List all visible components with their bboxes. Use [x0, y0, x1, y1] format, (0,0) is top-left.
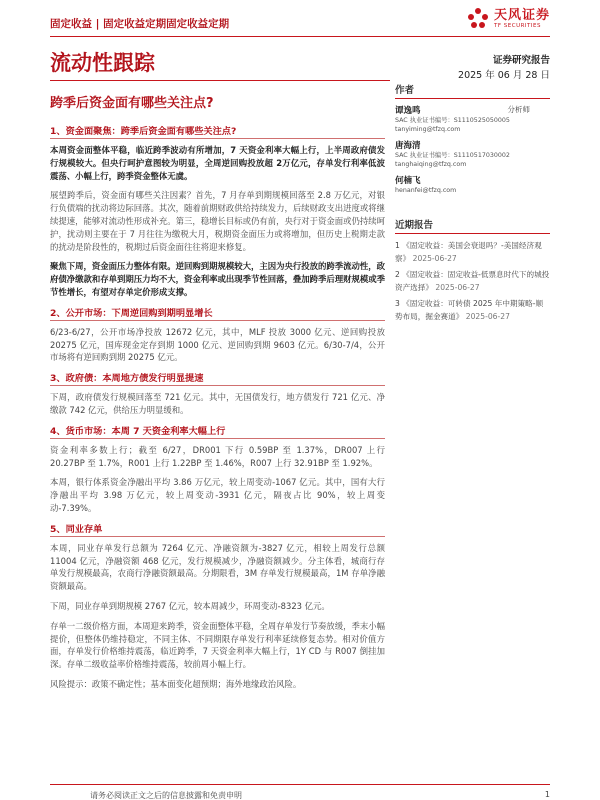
author-email[interactable]: tanghaiqing@tfzq.com [395, 161, 467, 168]
section-paragraph: 下周，同业存单到期规模 2767 亿元，较本周减少，环周变动-8323 亿元。 [50, 600, 330, 611]
author-email[interactable]: tanyiming@tfzq.com [395, 126, 461, 133]
related-report[interactable] [395, 239, 550, 265]
related-report-date: 2025-06-27 [465, 312, 510, 321]
section-paragraph: 风险提示：政策不确定性；基本面变化超预期；海外地缘政治风险。 [50, 678, 302, 689]
sidebar [395, 82, 550, 326]
section-heading: 2、公开市场：下周逆回购到期明显增长 [50, 306, 385, 321]
top-bar [50, 7, 550, 34]
author-card [395, 174, 550, 195]
related-report-title: 1 《固定收益：美国会衰退吗？-美国经济观察》 [395, 241, 542, 263]
header-divider [50, 36, 550, 37]
footer-divider [50, 784, 550, 785]
section-paragraph: 本周，银行体系资金净融出平均 3.86 万亿元，较上周变动-1067 亿元。其中，国有大行净融出平均 3.98 万亿元，较上周变动-3931 亿元，隔夜占比 90%，较上周变动-7.39%。 [50, 477, 385, 513]
section-paragraph: 6/23-6/27，公开市场净投放 12672 亿元，其中，MLF 投放 3000 亿元、逆回购投放 20275 亿元，国库现金定存到期 1000 亿元、逆回购到期 9603 亿元。6/30-7/4，公开市场将有逆回购到期 20275 亿元。 [50, 326, 385, 363]
report-subtitle: 跨季后资金面有哪些关注点? [50, 96, 214, 111]
related-report-title: 3 《固定收益：可转债 2025 年中期策略-顺势布局，掘金赛道》 [395, 299, 544, 321]
logo-name-en: TF SECURITIES [493, 22, 541, 29]
authors-heading: 作者 [395, 82, 550, 99]
logo-name: 天风证券 [493, 7, 550, 23]
report-type: 证券研究报告 [492, 55, 550, 66]
related-report[interactable] [395, 297, 550, 323]
logo [467, 8, 550, 30]
footer-disclaimer: 请务必阅读正文之后的信息披露和免责申明 [90, 791, 242, 800]
breadcrumb: 固定收益 | 固定收益定期固定收益定期 [50, 18, 230, 30]
author-role: 分析师 [507, 105, 530, 114]
author-list [395, 104, 550, 195]
section-paragraph: 本周资金面整体平稳，临近跨季波动有所增加，7 天资金利率大幅上行，上半周政府债发行规模较大。但央行呵护意图较为明显，全周逆回购投放超 2万亿元，存单发行利率低波震荡、小幅上行，跨季资金整体无虞。 [50, 145, 385, 181]
related-report-date: 2025-06-27 [435, 283, 480, 292]
main-content [50, 124, 385, 698]
author-card [395, 104, 550, 134]
author-card [395, 139, 550, 169]
section-paragraph: 聚焦下周，资金面压力整体有限。逆回购到期规模较大，主因为央行投放的跨季流动性，政府债净缴款和存单到期压力均不大，资金利率或出现季节性回落，叠加跨季后理财规模或季节性增长，有望对存单定价形成支撑。 [50, 261, 385, 297]
author-name: 何楠飞 [395, 176, 421, 186]
author-license: SAC 执业证书编号：S1110517030002 [395, 152, 510, 159]
page-number: 1 [544, 790, 550, 799]
author-name: 谭逸鸣 [395, 106, 421, 116]
related-report[interactable] [395, 268, 550, 294]
page-title: 流动性跟踪 [50, 51, 155, 75]
report-date: 2025 年 06 月 28 日 [458, 70, 550, 81]
section-heading: 5、同业存单 [50, 522, 385, 537]
related-report-date: 2025-06-27 [412, 254, 457, 263]
section-heading: 1、资金面聚焦：跨季后资金面有哪些关注点? [50, 124, 385, 139]
author-license: SAC 执业证书编号：S1110525050005 [395, 117, 510, 124]
title-divider [50, 80, 390, 81]
author-name: 唐海清 [395, 141, 421, 151]
section-paragraph: 存单一二级价格方面，本周迎来跨季，资金面整体平稳，全周存单发行节奏放缓，季末小幅提价，但整体仍维持稳定，不同主体、不同期限存单发行利率延续修复态势。相对价值方面，存单发行价格维持震荡，临近跨季，7 天资金利率大幅上行，1Y CD 与 R007 倒挂加深。存单二级收益率价格维持震荡，较前周小幅上行。 [50, 620, 385, 670]
section-paragraph: 下周，政府债发行规模回落至 721 亿元。其中，无国债发行，地方债发行 721 亿元、净缴款 742 亿元，供给压力明显缓和。 [50, 392, 385, 415]
section-heading: 3、政府债：本周地方债发行明显提速 [50, 371, 385, 386]
related-list [395, 239, 550, 323]
section-paragraph: 资金利率多数上行；截至 6/27，DR001 下行 0.59BP 至 1.37%，DR007 上行 20.27BP 至 1.7%，R001 上行 1.22BP 至 1.46%，R007 上行 32.91BP 至 1.92%。 [50, 444, 385, 468]
section-paragraph: 展望跨季后，资金面有哪些关注因素？首先，7 月存单到期规模回落至 2.8 万亿元，对银行负债端的扰动将边际回落。其次，随着前期财政供给持续发力，后续财政支出进度或将继续提速，能够对流动性形成补充。第三，稳增长目标或仍有前，央行对于资金面或仍持续呵护，扰动则主要在于 7 月往往为缴税大月，税期资金面压力或将增加，但历史上税期走款的扰动是阶段性的，税期过后资金面往往将迎来修复。 [50, 190, 385, 252]
author-email[interactable]: henanfei@tfzq.com [395, 187, 457, 194]
logo-mark-icon [467, 8, 489, 30]
section-heading: 4、货币市场：本周 7 天资金利率大幅上行 [50, 424, 385, 439]
section-paragraph: 本周，同业存单发行总额为 7264 亿元、净融资额为-3827 亿元，相较上周发行总额 11004 亿元，净融资额 468 亿元，发行规模减少，净融资额减少。分主体看，城商行存单发行规模最高，农商行净融资额最高。分期限看，3M 存单发行规模最高，1M 存单净融资额最高。 [50, 542, 385, 592]
related-report-title: 2 《固定收益：固定收益-低票息时代下的城投资产选择》 [395, 270, 550, 292]
related-heading: 近期报告 [395, 217, 550, 234]
